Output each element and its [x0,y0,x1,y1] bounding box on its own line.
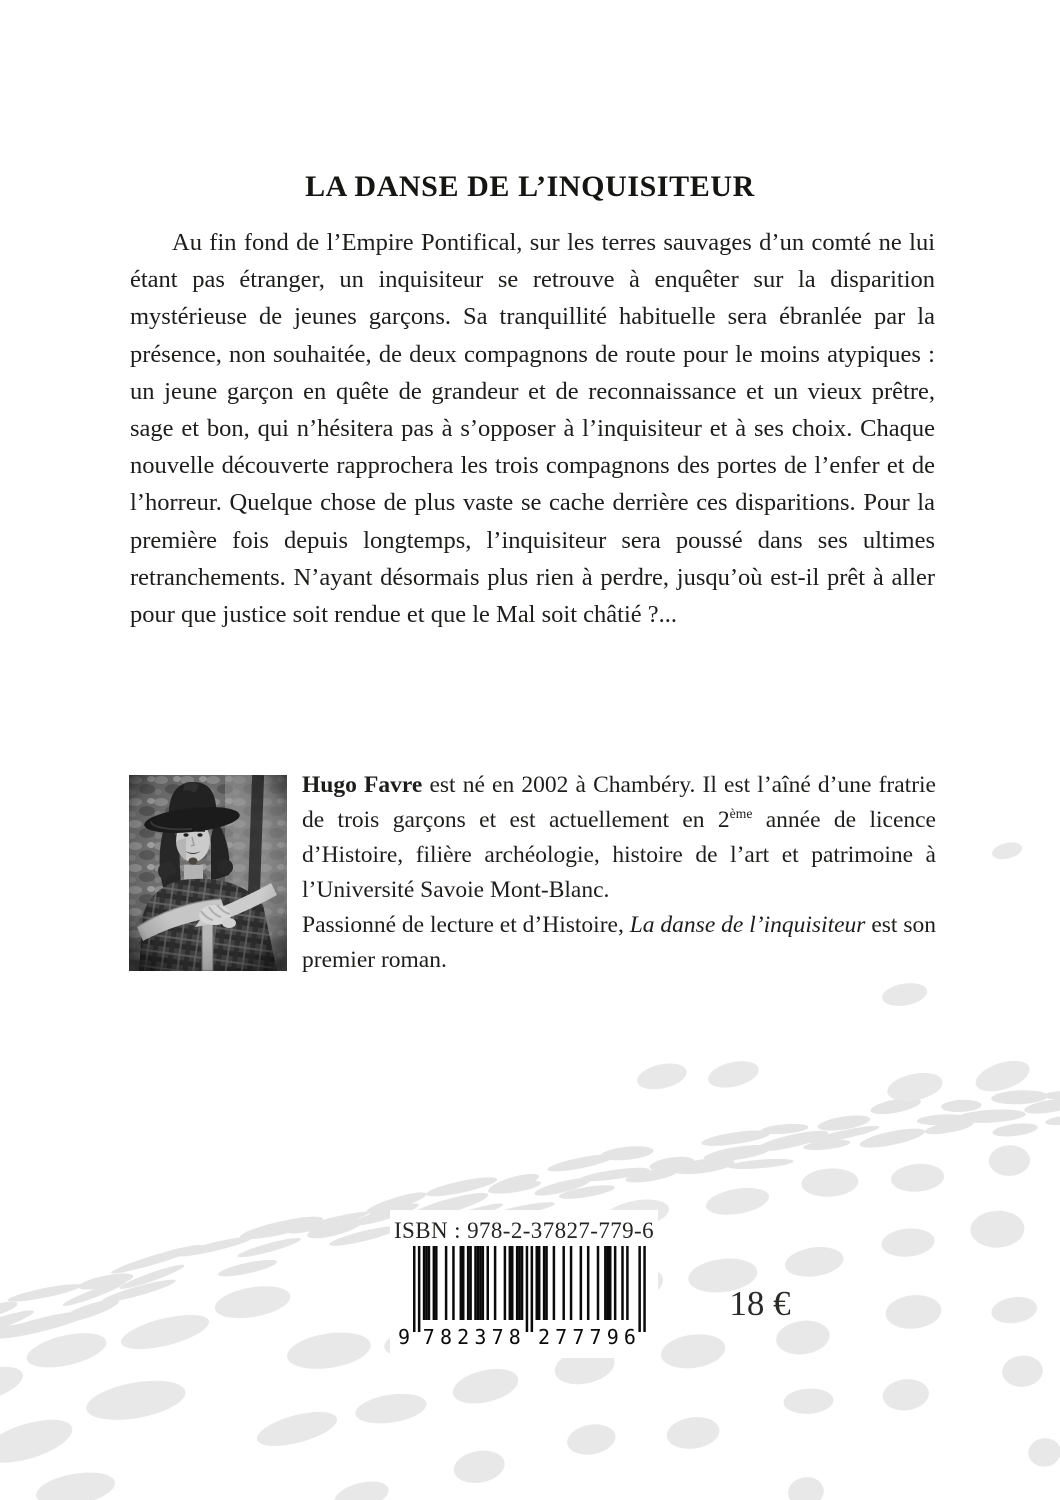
barcode-bar [494,1246,497,1320]
barcode-bar [643,1246,646,1332]
barcode-bar [452,1246,455,1320]
synopsis-paragraph: Au fin fond de l’Empire Pontifical, sur les terres sauvages d’un comté ne lui étant pas étranger, un inquisiteur se retrouve à enquêter sur la disparition mystérieuse de jeunes garçons. Sa tranquillité habituelle sera ébranlée par la présence, non souhaitée, de deux compagnons de route pour le moins atypiques : un jeune garçon en quête de grandeur et de reconnaissance et un vieux prêtre, sage et bon, qui n’hésitera pas à s’opposer à l’inquisiteur et à ses choix. Chaque nouvelle découverte rapprochera les trois compagnons des portes de l’enfer et de l’horreur. Quelque chose de plus vaste se cache derrière ces disparitions. Pour la première fois depuis longtemps, l’inquisiteur sera poussé dans ses ultimes retranchements. N’ayant désormais plus rien à perdre, jusqu’où est-il prêt à aller pour que justice soit rendue et que le Mal soit châtié ?... [130,229,935,629]
author-photo [129,775,287,971]
bio-paragraph-2 [302,908,936,978]
barcode-bar [597,1246,600,1320]
barcode-bar [614,1246,617,1320]
barcode-block [390,1210,658,1358]
barcode-bar [435,1246,438,1320]
barcode-bar [604,1246,607,1320]
barcode-bar [445,1246,448,1320]
barcode-bar [479,1246,482,1320]
barcode-bar [413,1246,416,1332]
bio-text: Passionné de lecture et d’Histoire, [302,912,630,938]
barcode-bar [626,1246,629,1320]
barcode-bar [587,1246,590,1320]
bio-paragraph-1 [302,768,936,908]
barcode-bar [570,1246,573,1320]
barcode-bar [607,1246,610,1320]
barcode-bar [433,1246,436,1320]
barcode-bar [553,1246,556,1320]
barcode-bar [538,1246,541,1320]
bio-text: année de licence d’Histoire, filière archéologie, histoire de l’art et patrimoine à l’Université Savoie Mont-Blanc. [302,807,936,903]
barcode-bar [516,1246,519,1320]
barcode-bar [638,1246,641,1332]
barcode-bar [423,1246,426,1320]
barcode-bar [562,1246,565,1320]
barcode-bar [467,1246,470,1320]
page-title: LA DANSE DE L’INQUISITEUR [305,170,755,204]
barcode-bar [477,1246,480,1320]
isbn-text: ISBN : 978-2-37827-779-6 [393,1218,655,1243]
barcode-digits: 782378 [422,1325,521,1348]
bio-text: est son premier roman. [302,912,936,973]
barcode-bar [545,1246,548,1320]
barcode-bar [504,1246,507,1320]
barcode-bar [511,1246,514,1320]
barcode-bar [482,1246,485,1320]
barcode-bar [521,1246,524,1320]
barcode-bar [425,1246,428,1320]
price-label: 18 € [729,1284,791,1323]
barcode-bar [460,1246,463,1320]
barcode-bar [428,1246,431,1320]
barcode-digits: 277796 [537,1325,636,1348]
book-title-italic: La danse de l’inquisiteur [629,912,866,938]
bio-superscript: ème [729,806,753,822]
barcode-bar [487,1246,490,1320]
barcode-bar [531,1246,534,1332]
barcode-bar [469,1246,472,1320]
author-bio [302,768,936,978]
barcode-bar [609,1246,612,1320]
photo-vignette [129,775,287,971]
barcode-bar [418,1246,421,1332]
barcode-bar [526,1246,529,1332]
barcode-digits: 9 [397,1325,411,1348]
ean13-barcode [397,1244,651,1348]
bio-text: est né en 2002 à Chambéry. Il est l’aîné d’une fratrie de trois garçons et est actuellement en 2 [302,772,936,833]
barcode-bar [518,1246,521,1320]
barcode-bar [536,1246,539,1320]
barcode-bar [462,1246,465,1320]
barcode-bar [474,1246,477,1320]
author-name: Hugo Favre [302,772,423,798]
barcode-bar [543,1246,546,1320]
barcode-bar [580,1246,583,1320]
barcode-bar [621,1246,624,1320]
barcode-bar [509,1246,512,1320]
